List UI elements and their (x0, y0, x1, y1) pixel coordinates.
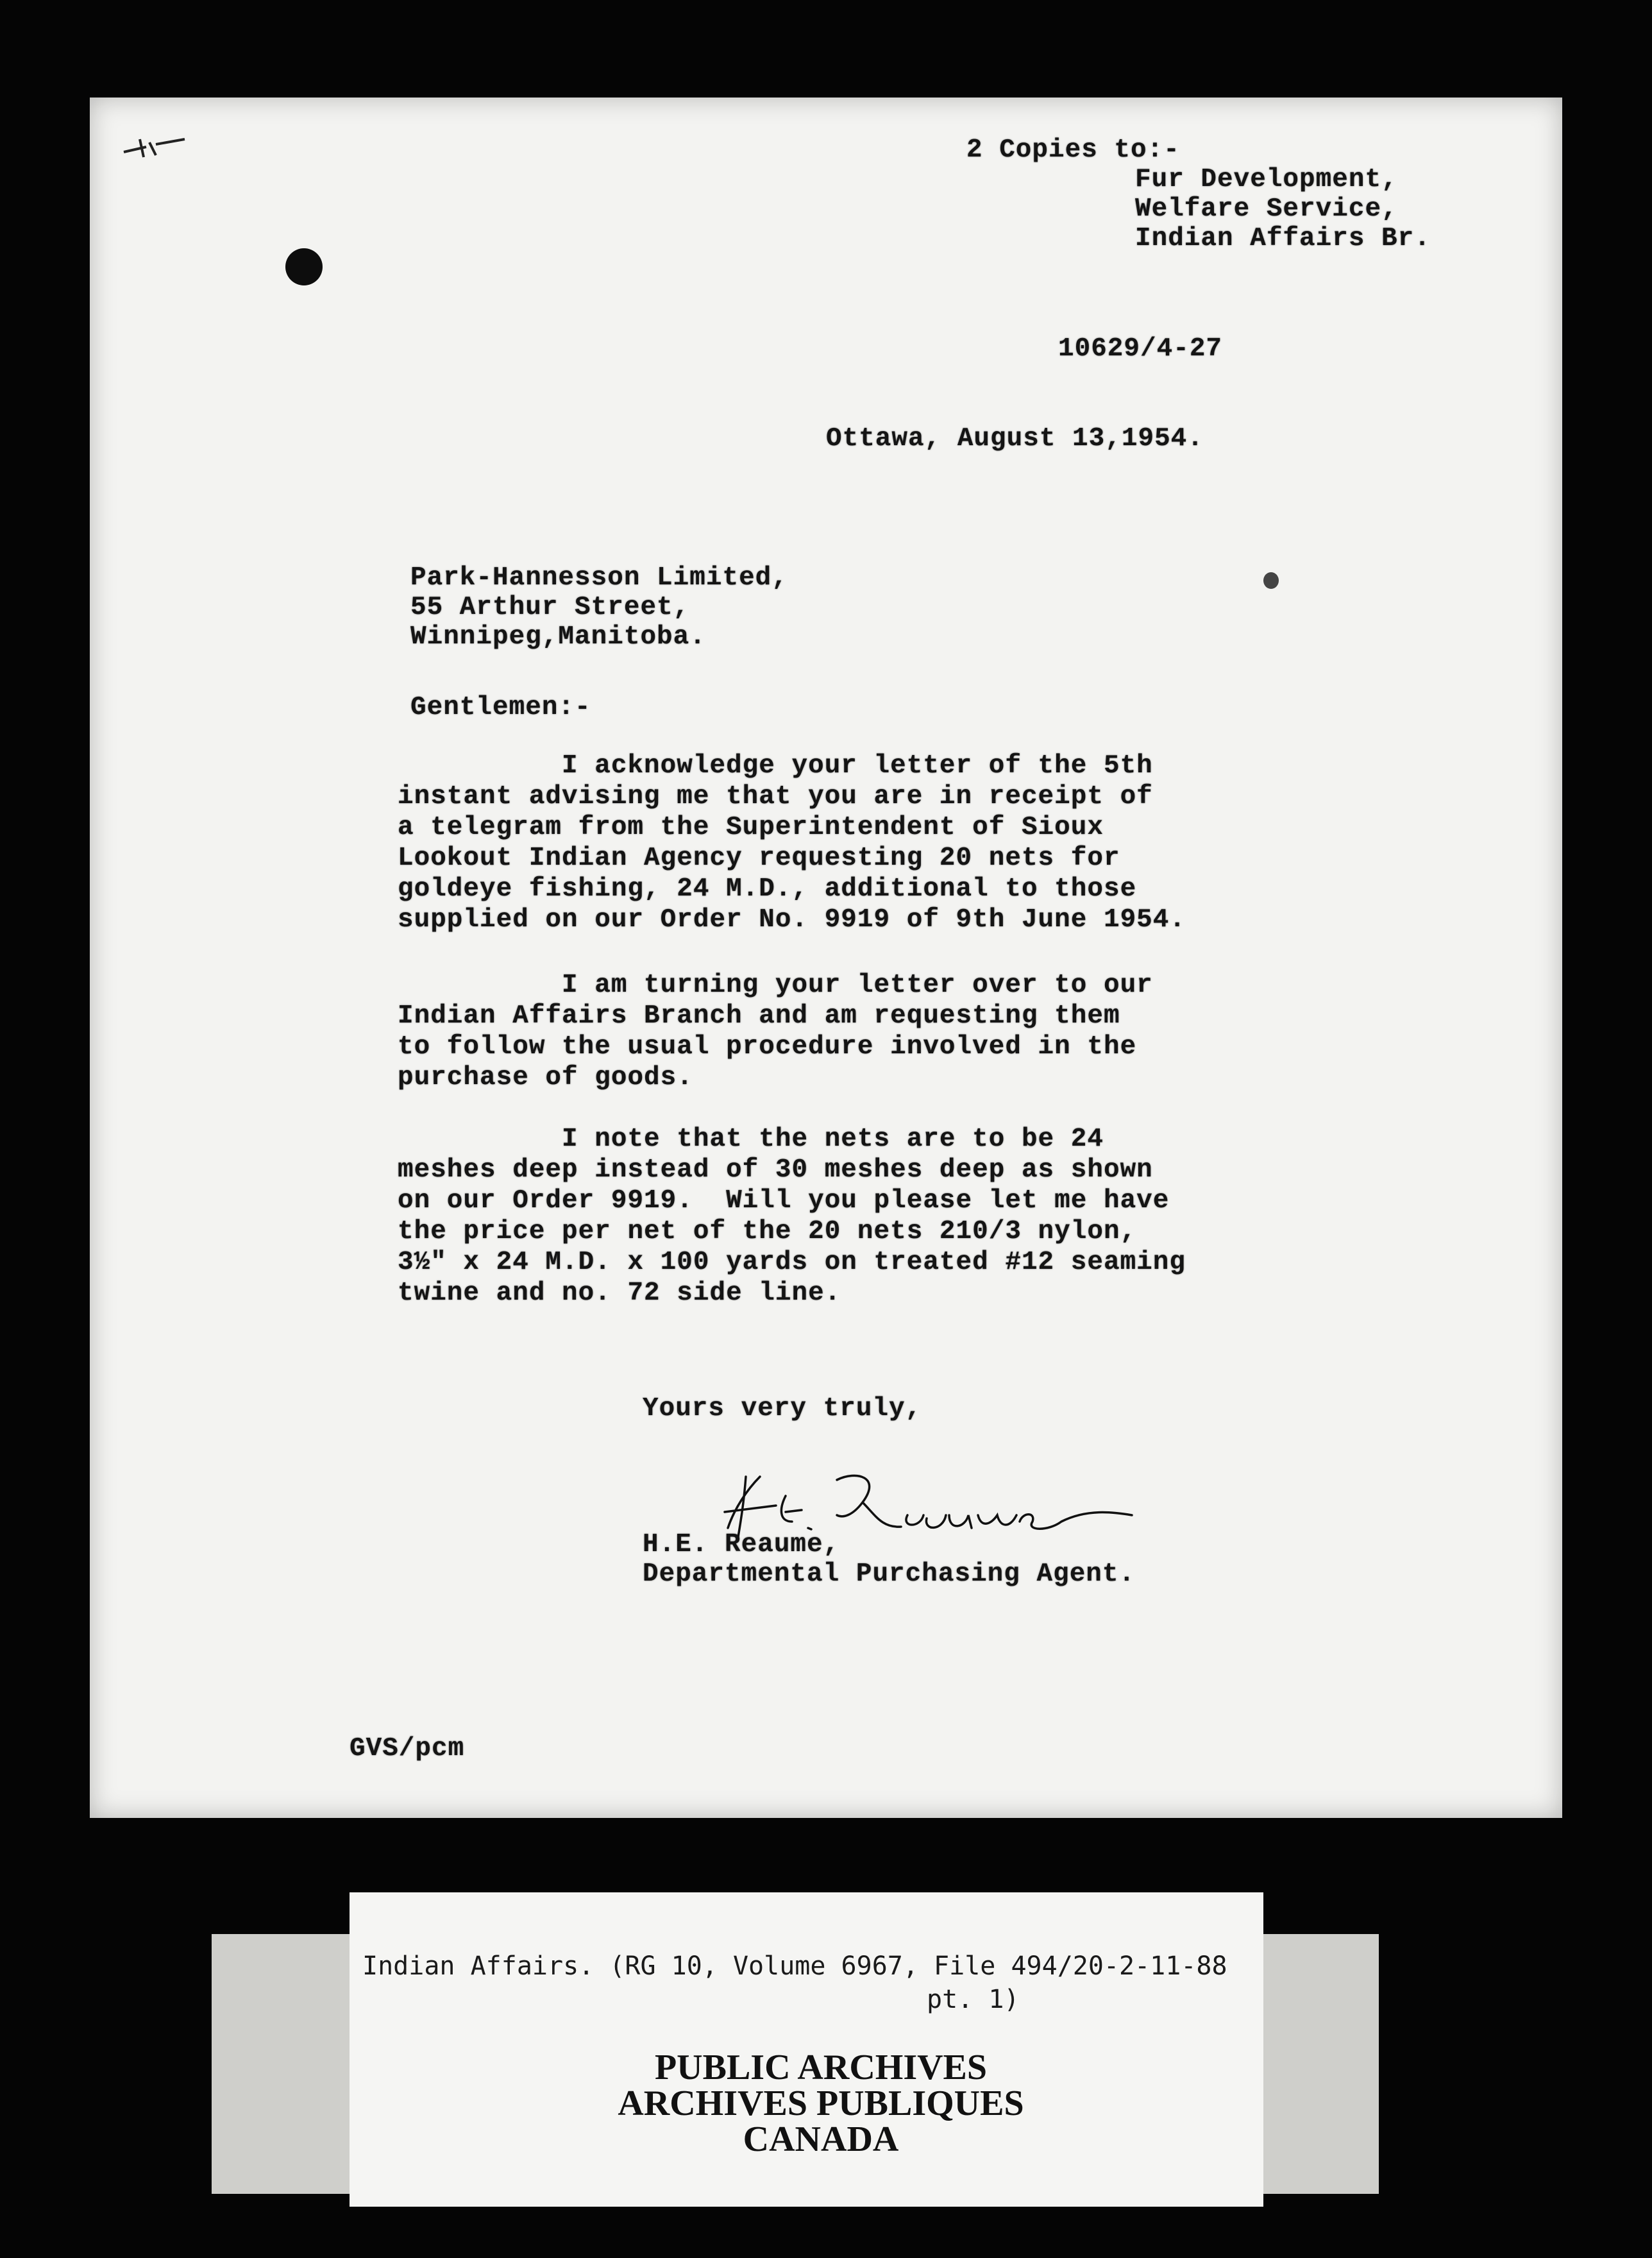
body-line: goldeye fishing, 24 M.D., additional to those (398, 874, 1137, 904)
addressee-line: Winnipeg,Manitoba. (410, 622, 706, 652)
body-line: a telegram from the Superintendent of Sioux (398, 813, 1104, 842)
stamp-line: ARCHIVES PUBLIQUES (618, 2084, 1024, 2123)
stamp-line: CANADA (743, 2119, 899, 2159)
margin-mark (121, 133, 191, 165)
letter-page (90, 98, 1562, 1818)
body-line: on our Order 9919. Will you please let me have (398, 1186, 1170, 1216)
body-line: I note that the nets are to be 24 (398, 1125, 1104, 1154)
typist-initials: GVS/pcm (350, 1734, 465, 1763)
body-line: Indian Affairs Branch and am requesting them (398, 1001, 1120, 1031)
body-line: Lookout Indian Agency requesting 20 nets for (398, 844, 1120, 873)
date-line: Ottawa, August 13,1954. (826, 424, 1204, 454)
stamp-line: PUBLIC ARCHIVES (654, 2048, 988, 2087)
body-line: to follow the usual procedure involved in the (398, 1032, 1137, 1062)
closing: Yours very truly, (643, 1394, 922, 1423)
paragraph-2 (398, 970, 1153, 1093)
body-line: meshes deep instead of 30 meshes deep as shown (398, 1155, 1153, 1185)
body-line: twine and no. 72 side line. (398, 1278, 841, 1308)
body-line: 3½" x 24 M.D. x 100 yards on treated #12 seaming (398, 1248, 1186, 1277)
file-number: 10629/4-27 (1058, 334, 1223, 364)
copies-recipient: Fur Development, (1135, 165, 1398, 194)
paragraph-3 (398, 1124, 1186, 1309)
archive-reference-part: pt. 1) (927, 1985, 1020, 2014)
ink-speck (1263, 572, 1279, 589)
addressee-line: 55 Arthur Street, (410, 593, 690, 622)
body-line: I acknowledge your letter of the 5th (398, 751, 1153, 781)
archive-reference: Indian Affairs. (RG 10, Volume 6967, File 494/20-2-11-88 (362, 1951, 1227, 1981)
copies-recipient: Indian Affairs Br. (1135, 224, 1431, 253)
signature-title: Departmental Purchasing Agent. (643, 1559, 1136, 1589)
signature-name: H.E. Reaume, (643, 1530, 840, 1559)
addressee-line: Park-Hannesson Limited, (410, 563, 788, 593)
punch-hole (285, 248, 323, 285)
copies-heading: 2 Copies to:- (966, 135, 1180, 165)
body-line: supplied on our Order No. 9919 of 9th June 1954. (398, 905, 1186, 935)
body-line: I am turning your letter over to our (398, 971, 1153, 1000)
archives-stamp (449, 2050, 1193, 2157)
salutation: Gentlemen:- (410, 693, 591, 722)
body-line: instant advising me that you are in receipt of (398, 782, 1153, 811)
body-line: the price per net of the 20 nets 210/3 nylon, (398, 1217, 1137, 1246)
paragraph-1 (398, 751, 1186, 935)
copies-recipient: Welfare Service, (1135, 194, 1398, 224)
body-line: purchase of goods. (398, 1063, 693, 1092)
